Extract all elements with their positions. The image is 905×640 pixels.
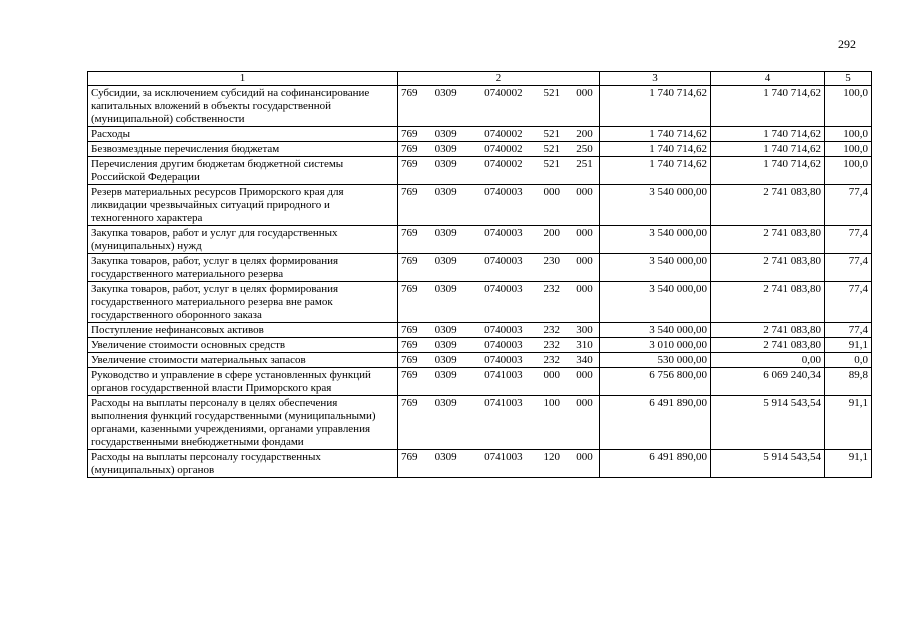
executed-amount: 6 069 240,34 [711, 368, 825, 396]
code-1: 769 [401, 397, 418, 409]
table-row [88, 254, 872, 282]
code-1: 769 [401, 451, 418, 463]
table-row [88, 353, 872, 368]
planned-amount: 530 000,00 [600, 353, 711, 368]
planned-amount: 6 491 890,00 [600, 450, 711, 478]
code-2: 0309 [434, 451, 457, 463]
header-cell-4: 4 [711, 72, 825, 86]
code-1: 769 [401, 255, 418, 267]
code-2: 0309 [434, 339, 457, 351]
execution-percent: 77,4 [825, 254, 872, 282]
code-5: 251 [576, 158, 593, 170]
planned-amount: 1 740 714,62 [600, 86, 711, 127]
row-name: Расходы на выплаты персоналу государственных (муниципальных) органов [88, 450, 398, 478]
header-cell-1: 1 [88, 72, 398, 86]
code-5: 000 [576, 283, 593, 295]
execution-percent: 100,0 [825, 142, 872, 157]
code-2: 0309 [434, 143, 457, 155]
code-5: 000 [576, 186, 593, 198]
code-5: 000 [576, 255, 593, 267]
code-group [401, 255, 596, 268]
code-1: 769 [401, 283, 418, 295]
code-group [401, 128, 596, 141]
code-3: 0740003 [484, 283, 523, 295]
code-group [401, 186, 596, 199]
planned-amount: 1 740 714,62 [600, 142, 711, 157]
code-group [401, 87, 596, 100]
planned-amount: 3 540 000,00 [600, 282, 711, 323]
code-4: 521 [543, 128, 561, 140]
code-3: 0740003 [484, 227, 523, 239]
header-cell-5: 5 [825, 72, 872, 86]
planned-amount: 1 740 714,62 [600, 127, 711, 142]
code-1: 769 [401, 354, 418, 366]
row-codes [398, 254, 600, 282]
row-name: Субсидии, за исключением субсидий на софинансирование капитальных вложений в объекты государственной (муниципальной) собственности [88, 86, 398, 127]
row-name: Закупка товаров, работ, услуг в целях формирования государственного материального резерва [88, 254, 398, 282]
row-codes [398, 368, 600, 396]
row-name: Безвозмездные перечисления бюджетам [88, 142, 398, 157]
code-3: 0740003 [484, 255, 523, 267]
table-row [88, 185, 872, 226]
execution-percent: 100,0 [825, 86, 872, 127]
table-row [88, 127, 872, 142]
code-4: 232 [543, 354, 561, 366]
code-2: 0309 [434, 324, 457, 336]
planned-amount: 3 540 000,00 [600, 185, 711, 226]
code-4: 521 [543, 87, 561, 99]
table-row [88, 282, 872, 323]
table-row [88, 323, 872, 338]
code-5: 250 [576, 143, 593, 155]
code-3: 0740002 [484, 158, 523, 170]
code-4: 230 [543, 255, 561, 267]
code-3: 0740003 [484, 186, 523, 198]
code-group [401, 369, 596, 382]
execution-percent: 77,4 [825, 323, 872, 338]
code-3: 0740002 [484, 128, 523, 140]
code-3: 0740003 [484, 339, 523, 351]
code-2: 0309 [434, 255, 457, 267]
code-group [401, 283, 596, 296]
code-5: 340 [576, 354, 593, 366]
code-2: 0309 [434, 227, 457, 239]
executed-amount: 1 740 714,62 [711, 86, 825, 127]
row-name: Увеличение стоимости основных средств [88, 338, 398, 353]
planned-amount: 3 540 000,00 [600, 323, 711, 338]
code-2: 0309 [434, 369, 457, 381]
code-4: 100 [543, 397, 561, 409]
execution-percent: 77,4 [825, 282, 872, 323]
executed-amount: 1 740 714,62 [711, 157, 825, 185]
code-group [401, 227, 596, 240]
code-2: 0309 [434, 87, 457, 99]
code-4: 521 [543, 143, 561, 155]
code-3: 0741003 [484, 397, 523, 409]
code-4: 000 [543, 369, 561, 381]
code-group [401, 339, 596, 352]
executed-amount: 0,00 [711, 353, 825, 368]
execution-percent: 100,0 [825, 127, 872, 142]
executed-amount: 2 741 083,80 [711, 323, 825, 338]
row-codes [398, 338, 600, 353]
code-5: 000 [576, 87, 593, 99]
code-5: 000 [576, 369, 593, 381]
code-1: 769 [401, 158, 418, 170]
code-4: 232 [543, 339, 561, 351]
code-4: 232 [543, 324, 561, 336]
table-row [88, 450, 872, 478]
executed-amount: 2 741 083,80 [711, 254, 825, 282]
table-row [88, 396, 872, 450]
execution-percent: 89,8 [825, 368, 872, 396]
header-cell-3: 3 [600, 72, 711, 86]
code-4: 200 [543, 227, 561, 239]
code-4: 120 [543, 451, 561, 463]
code-group [401, 397, 596, 410]
row-name: Поступление нефинансовых активов [88, 323, 398, 338]
row-codes [398, 127, 600, 142]
code-group [401, 158, 596, 171]
execution-percent: 77,4 [825, 185, 872, 226]
code-5: 300 [576, 324, 593, 336]
code-3: 0740002 [484, 143, 523, 155]
code-1: 769 [401, 227, 418, 239]
executed-amount: 5 914 543,54 [711, 396, 825, 450]
code-1: 769 [401, 339, 418, 351]
code-1: 769 [401, 369, 418, 381]
page-number: 292 [838, 37, 856, 51]
code-1: 769 [401, 324, 418, 336]
row-codes [398, 323, 600, 338]
table-row [88, 226, 872, 254]
code-5: 200 [576, 128, 593, 140]
code-group [401, 324, 596, 337]
row-codes [398, 226, 600, 254]
executed-amount: 5 914 543,54 [711, 450, 825, 478]
code-2: 0309 [434, 158, 457, 170]
row-codes [398, 282, 600, 323]
row-name: Увеличение стоимости материальных запасов [88, 353, 398, 368]
table-row [88, 86, 872, 127]
planned-amount: 3 010 000,00 [600, 338, 711, 353]
code-2: 0309 [434, 186, 457, 198]
row-codes [398, 450, 600, 478]
execution-percent: 91,1 [825, 338, 872, 353]
table-row [88, 368, 872, 396]
row-name: Руководство и управление в сфере установленных функций органов государственной власти Приморского края [88, 368, 398, 396]
table-body [88, 72, 872, 478]
code-3: 0740002 [484, 87, 523, 99]
row-codes [398, 185, 600, 226]
code-4: 521 [543, 158, 561, 170]
code-5: 000 [576, 397, 593, 409]
row-name: Закупка товаров, работ и услуг для государственных (муниципальных) нужд [88, 226, 398, 254]
code-4: 000 [543, 186, 561, 198]
table-header-row [88, 72, 872, 86]
table-row [88, 157, 872, 185]
budget-table [87, 71, 872, 478]
header-cell-2: 2 [398, 72, 600, 86]
executed-amount: 2 741 083,80 [711, 185, 825, 226]
code-2: 0309 [434, 128, 457, 140]
row-name: Закупка товаров, работ, услуг в целях формирования государственного материального резерва вне рамок государственного оборонного заказа [88, 282, 398, 323]
planned-amount: 6 756 800,00 [600, 368, 711, 396]
row-name: Расходы на выплаты персоналу в целях обеспечения выполнения функций государственными (муниципальными) органами, казенными учреждениями, органами управления государственными внебюджетными фондами [88, 396, 398, 450]
table-row [88, 338, 872, 353]
executed-amount: 1 740 714,62 [711, 142, 825, 157]
code-group [401, 451, 596, 464]
code-1: 769 [401, 143, 418, 155]
code-group [401, 143, 596, 156]
code-group [401, 354, 596, 367]
code-2: 0309 [434, 283, 457, 295]
code-3: 0740003 [484, 324, 523, 336]
code-3: 0741003 [484, 451, 523, 463]
code-5: 310 [576, 339, 593, 351]
row-codes [398, 157, 600, 185]
row-codes [398, 86, 600, 127]
row-codes [398, 353, 600, 368]
executed-amount: 2 741 083,80 [711, 338, 825, 353]
row-codes [398, 396, 600, 450]
code-2: 0309 [434, 397, 457, 409]
row-codes [398, 142, 600, 157]
execution-percent: 91,1 [825, 450, 872, 478]
code-1: 769 [401, 128, 418, 140]
executed-amount: 1 740 714,62 [711, 127, 825, 142]
code-2: 0309 [434, 354, 457, 366]
planned-amount: 3 540 000,00 [600, 254, 711, 282]
row-name: Перечисления другим бюджетам бюджетной системы Российской Федерации [88, 157, 398, 185]
execution-percent: 91,1 [825, 396, 872, 450]
code-5: 000 [576, 227, 593, 239]
code-1: 769 [401, 186, 418, 198]
code-1: 769 [401, 87, 418, 99]
execution-percent: 100,0 [825, 157, 872, 185]
code-4: 232 [543, 283, 561, 295]
row-name: Резерв материальных ресурсов Приморского края для ликвидации чрезвычайных ситуаций природного и техногенного характера [88, 185, 398, 226]
execution-percent: 77,4 [825, 226, 872, 254]
code-3: 0740003 [484, 354, 523, 366]
planned-amount: 6 491 890,00 [600, 396, 711, 450]
execution-percent: 0,0 [825, 353, 872, 368]
executed-amount: 2 741 083,80 [711, 226, 825, 254]
planned-amount: 1 740 714,62 [600, 157, 711, 185]
planned-amount: 3 540 000,00 [600, 226, 711, 254]
row-name: Расходы [88, 127, 398, 142]
table-row [88, 142, 872, 157]
code-3: 0741003 [484, 369, 523, 381]
executed-amount: 2 741 083,80 [711, 282, 825, 323]
code-5: 000 [576, 451, 593, 463]
